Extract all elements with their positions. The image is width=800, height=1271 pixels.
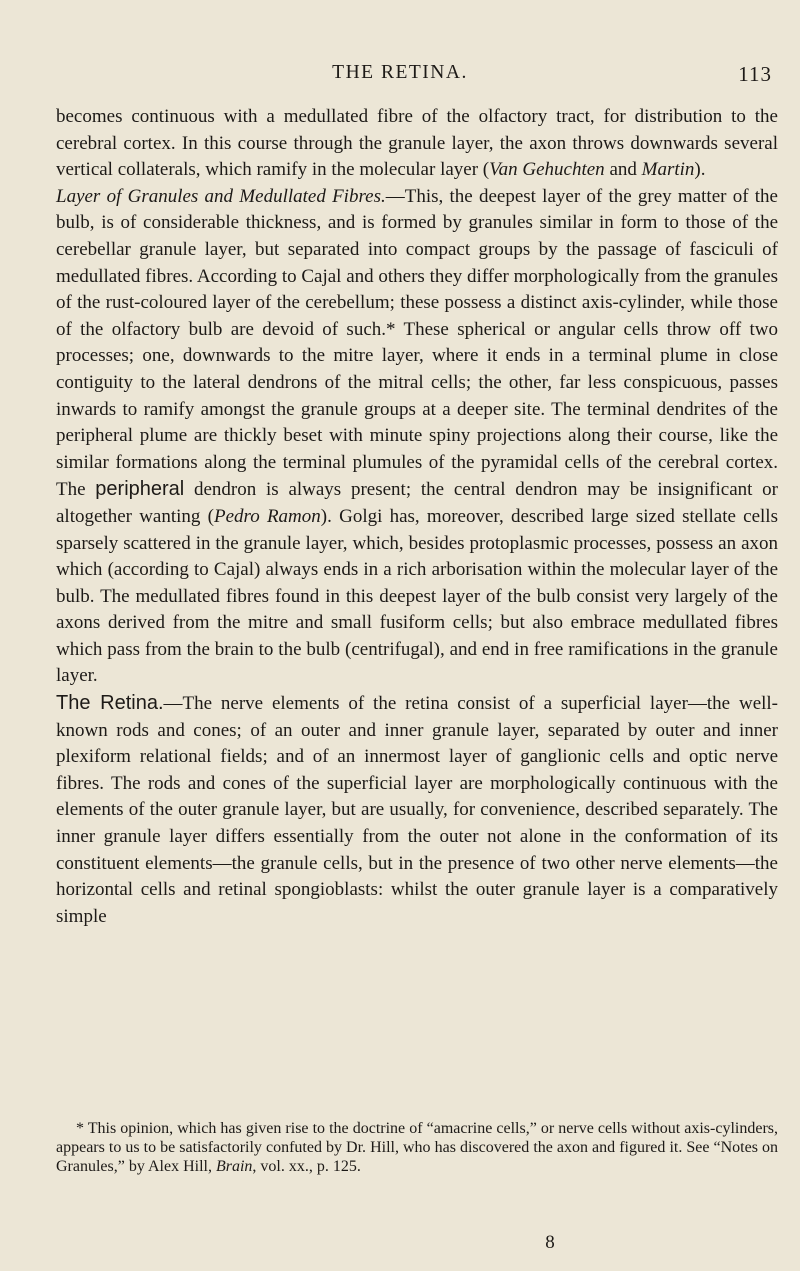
- footnote-text: * This opinion, which has given rise to the doctrine of “amacrine cells,” or nerve cells without axis-cylinders, appears to us to be satisfactorily confuted by Dr. Hill, who has discovered the axon and figured it. See “Notes on Granules,” by Alex Hill,: [56, 1120, 778, 1175]
- paragraph-text: becomes continuous with a medullated fibre of the olfactory tract, for distribution to the cerebral cortex. In this course through the granule layer, the axon throws downwards several vertical collaterals, which ramify in the molecular layer (: [56, 106, 778, 181]
- paragraph-text: and: [604, 159, 642, 181]
- paragraph-text: —This, the deepest layer of the grey matter of the bulb, is of considerable thickness, and is formed by granules similar in form to those of the cerebellar granule layer, but separated into compact groups by the passage of fasciculi of medullated fibres. According to Cajal and others they differ morphologically from the granules of the rust-coloured layer of the cerebellum; these possess a distinct axis-cylinder, while those of the olfactory bulb are devoid of such.* These spherical or angular cells throw off two processes; one, downwards to the mitre layer, where it ends in a terminal plume in close contiguity to the lateral dendrons of the mitral cells; the other, far less conspicuous, passes inwards to ramify amongst the granule groups at a deeper site. The terminal dendrites of the peripheral plume are thickly beset with minute spiny projections along their course, like the similar formations along the terminal plumules of the pyramidal cells of the cerebral cortex. The: [56, 185, 778, 501]
- paragraph-granule-layer: [56, 184, 778, 690]
- paragraph-text: ).: [694, 159, 706, 181]
- paragraph-continuation: [56, 104, 778, 184]
- footnote-text: , vol. xx., p. 125.: [252, 1157, 361, 1175]
- paragraph-retina: [56, 690, 778, 930]
- author-reference: Van Gehuchten: [489, 159, 605, 181]
- running-head: [0, 62, 800, 92]
- paragraph-text: —The nerve elements of the retina consist of a superficial layer—the well-known rods and cones; of an outer and inner granule layer, separated by outer and inner plexiform relational fields; and of an innermost layer of ganglionic cells and optic nerve fibres. The rods and cones of the superficial layer are morphologically continuous with the elements of the outer granule layer, but are usually, for convenience, described separately. The inner granule layer differs essentially from the outer not alone in the conformation of its constituent elements—the granule cells, but in the presence of two other nerve elements—the horizontal cells and retinal spongioblasts: whilst the outer granule layer is a comparatively simple: [56, 693, 779, 927]
- journal-title: Brain: [215, 1157, 253, 1175]
- footnote: [56, 1120, 778, 1176]
- paragraph-text: ). Golgi has, moreover, described large sized stellate cells sparsely scattered in the granule layer, which, besides protoplasmic processes, possess an axon which (according to Cajal) always ends in a rich arborisation within the molecular layer of the bulb. The medullated fibres found in this deepest layer of the bulb consist very largely of the axons derived from the mitre and small fusiform cells; but also embrace medullated fibres which pass from the brain to the bulb (centrifugal), and end in free ramifications in the granule layer.: [56, 505, 778, 687]
- signature-mark: 8: [545, 1232, 555, 1253]
- page-number: 113: [738, 62, 772, 86]
- emphasized-word: peripheral: [95, 478, 185, 501]
- body-text: [56, 104, 778, 930]
- section-heading: The Retina.: [56, 692, 164, 715]
- section-heading: Layer of Granules and Medullated Fibres.: [56, 185, 386, 207]
- paragraph-text: dendron is always present; the central dendron may be insignificant or altogether wanting (: [56, 479, 778, 527]
- author-reference: Martin: [641, 159, 695, 181]
- running-title: THE RETINA.: [332, 62, 468, 83]
- author-reference: Pedro Ramon: [213, 505, 321, 527]
